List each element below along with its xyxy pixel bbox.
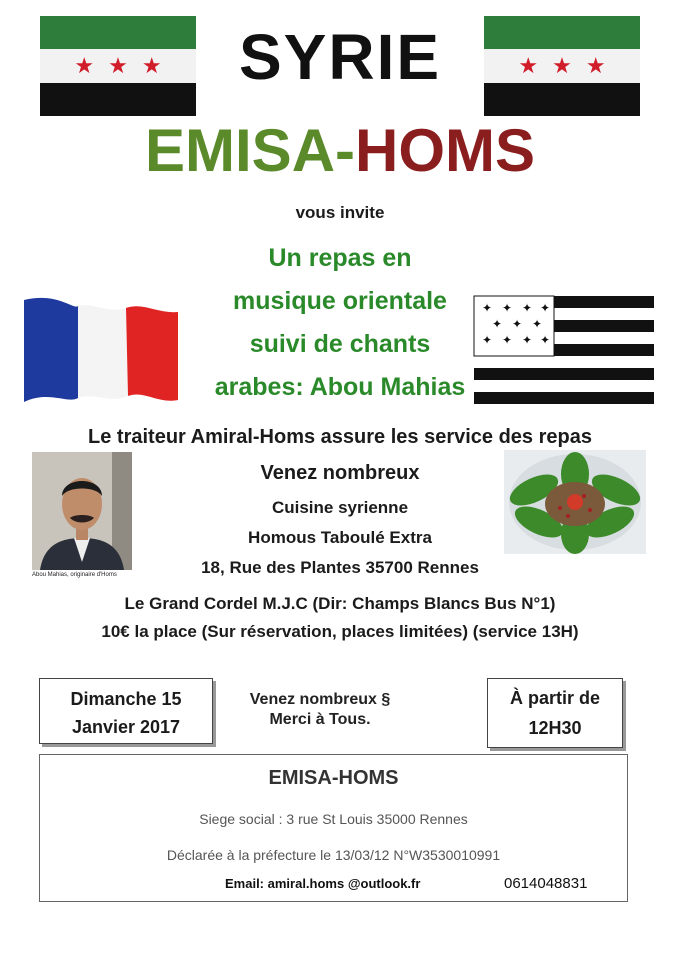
invite-text: vous invite [295,203,385,222]
event-description [190,237,493,409]
svg-text:✦: ✦ [522,301,533,315]
footer-siege: Siege social : 3 rue St Louis 35000 Rennes [199,811,468,827]
traiteur-text: Le traiteur Amiral-Homs assure les service des repas [88,426,592,448]
event-line: musique orientale [233,287,447,315]
svg-text:✦: ✦ [492,317,503,331]
breton-flag [470,290,658,410]
svg-text:✦: ✦ [502,301,513,315]
address-text: 18, Rue des Plantes 35700 Rennes [201,558,479,577]
food-photo [504,450,646,554]
date-line: Janvier 2017 [71,717,181,737]
title-emisa-part: EMISA- [145,117,355,184]
title-emisa-homs [90,116,590,185]
price-text: 10€ la place (Sur réservation, places limitées) (service 13H) [101,622,579,641]
cuisine-text: Cuisine syrienne [271,498,409,517]
location-text: Le Grand Cordel M.J.C (Dir: Champs Blancs Bus N°1) [124,594,556,613]
svg-text:✦: ✦ [532,317,543,331]
svg-text:✦: ✦ [540,301,551,315]
footer-email: Email: amiral.homs @outlook.fr [225,876,421,891]
syria-flag-right: ★ ★ ★ [484,16,640,116]
merci-line: Merci à Tous. [269,711,371,728]
syria-flag-left: ★ ★ ★ [40,16,196,116]
svg-text:✦: ✦ [502,333,513,347]
title-syrie: SYRIE [238,21,442,93]
event-line: suivi de chants [249,330,431,358]
portrait-photo [32,452,132,570]
time-line: À partir de [509,688,601,708]
menu-text: Homous Taboulé Extra [248,528,432,547]
venez-nombreux-text: Venez nombreux [260,462,420,484]
svg-text:✦: ✦ [522,333,533,347]
svg-text:✦: ✦ [482,333,493,347]
merci-text [220,690,420,730]
title-homs-part: HOMS [355,117,535,184]
event-line: arabes: Abou Mahias [214,373,466,401]
svg-text:✦: ✦ [482,301,493,315]
time-line: 12H30 [528,718,582,738]
footer-org: EMISA-HOMS [268,767,399,789]
svg-text:✦: ✦ [512,317,523,331]
footer-phone: 0614048831 [504,875,588,892]
svg-text:✦: ✦ [540,333,551,347]
time-box [487,678,623,748]
photo-caption: Abou Mahias, originaire d'Homs [32,572,117,578]
date-line: Dimanche 15 [70,689,182,709]
date-box [39,678,213,744]
event-line: Un repas en [268,244,412,272]
footer-box [39,754,628,902]
footer-declaree: Déclarée à la préfecture le 13/03/12 N°W3530010991 [166,847,501,863]
merci-line: Venez nombreux § [249,691,391,708]
france-flag [18,292,183,410]
